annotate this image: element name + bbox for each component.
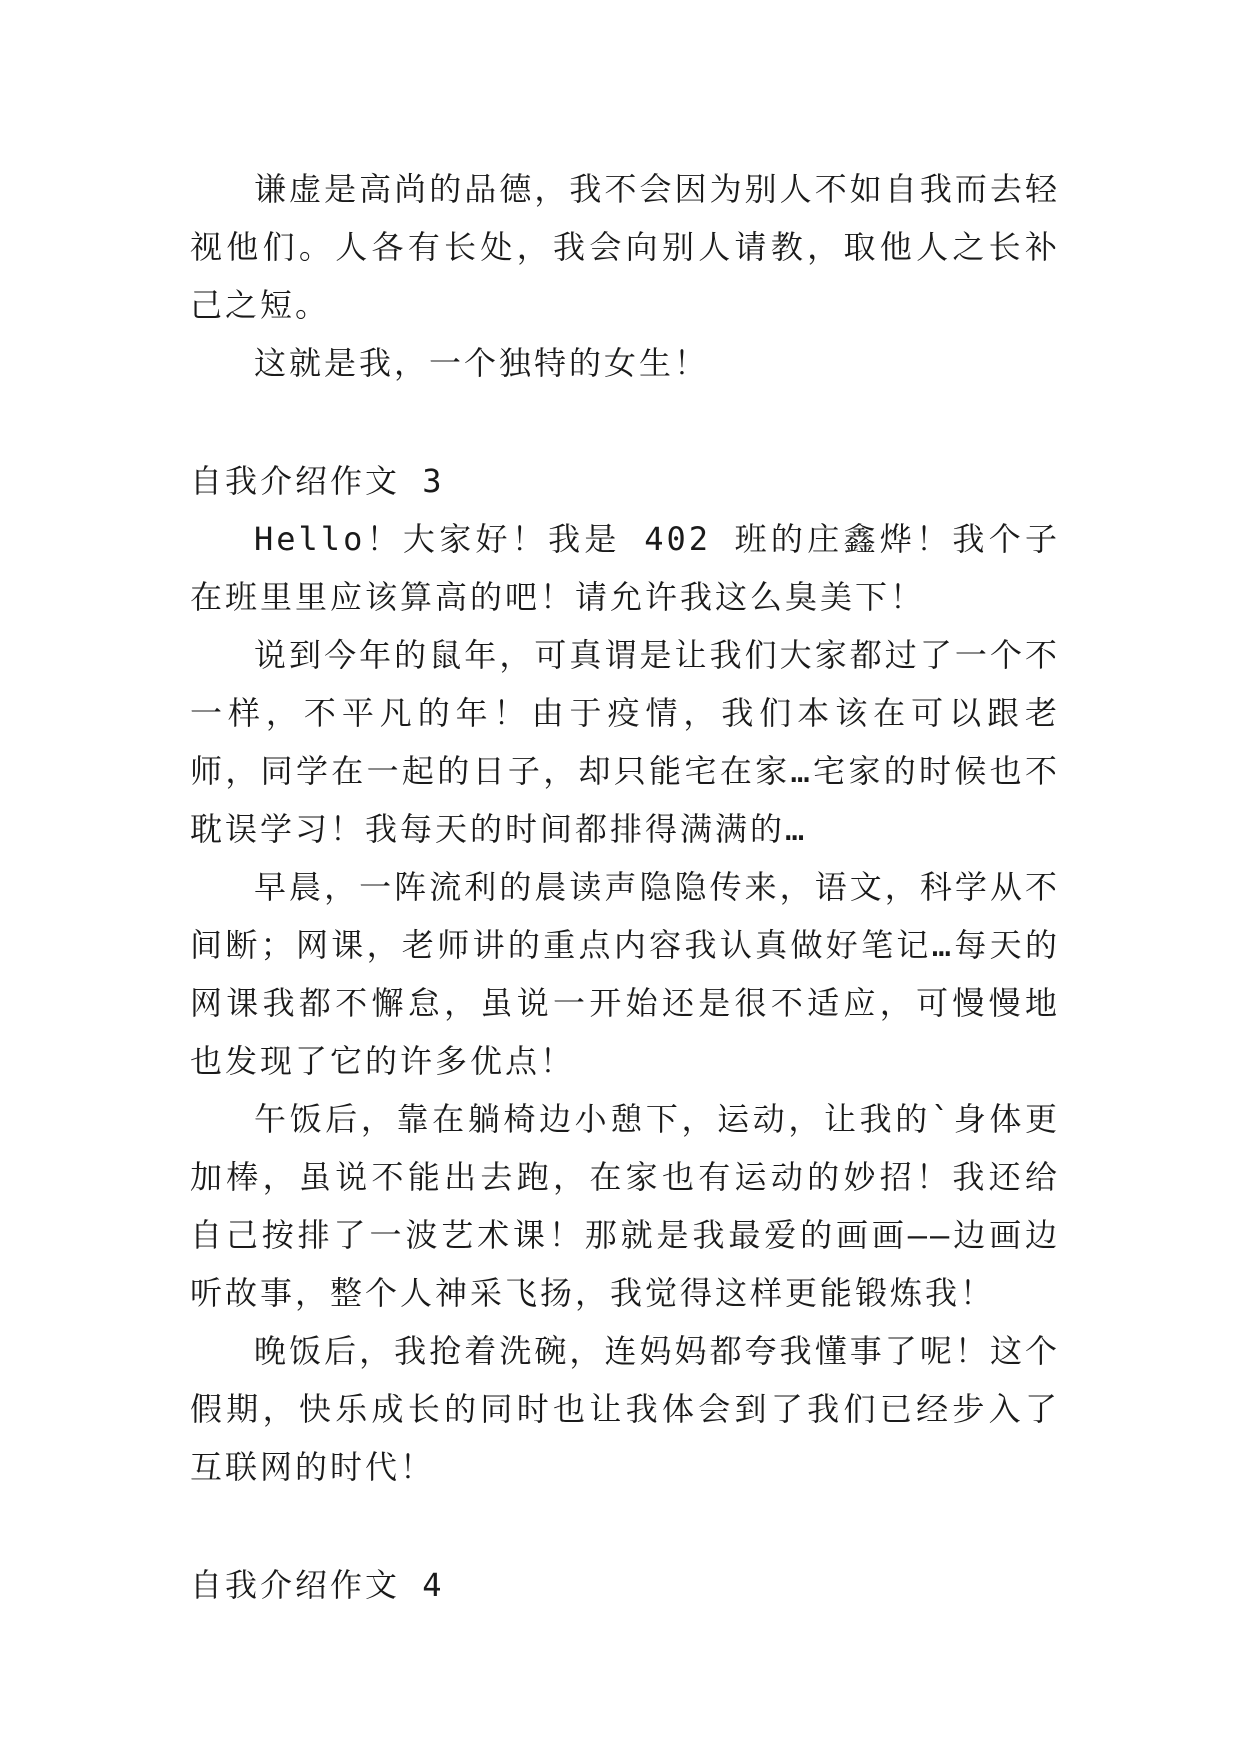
paragraph: 晚饭后，我抢着洗碗，连妈妈都夸我懂事了呢！这个假期，快乐成长的同时也让我体会到了我们已经步入了互联网的时代！ <box>190 1332 1060 1486</box>
paragraph: 早晨，一阵流利的晨读声隐隐传来，语文，科学从不间断；网课，老师讲的重点内容我认真做好笔记…每天的网课我都不懈怠，虽说一开始还是很不适应，可慢慢地也发现了它的许多优点！ <box>190 868 1060 1080</box>
section-heading: 自我介绍作文 4 <box>190 1566 445 1604</box>
paragraph: 说到今年的鼠年，可真谓是让我们大家都过了一个不一样，不平凡的年！由于疫情，我们本该在可以跟老师，同学在一起的日子，却只能宅在家…宅家的时候也不耽误学习！我每天的时间都排得满满的… <box>190 636 1060 848</box>
paragraph: 午饭后，靠在躺椅边小憩下，运动，让我的`身体更加棒，虽说不能出去跑，在家也有运动的妙招！我还给自己按排了一波艺术课！那就是我最爱的画画——边画边听故事，整个人神采飞扬，我觉得这样更能锻炼我！ <box>190 1100 1060 1312</box>
document-body <box>190 160 1060 1614</box>
paragraph: Hello！大家好！我是 402 班的庄鑫烨！我个子在班里里应该算高的吧！请允许我这么臭美下！ <box>190 520 1060 616</box>
paragraph: 谦虚是高尚的品德，我不会因为别人不如自我而去轻视他们。人各有长处，我会向别人请教，取他人之长补己之短。 <box>190 170 1060 324</box>
section-gap <box>190 392 1060 452</box>
paragraph: 这就是我，一个独特的女生！ <box>254 344 710 382</box>
section-heading: 自我介绍作文 3 <box>190 462 445 500</box>
section-gap <box>190 1496 1060 1556</box>
